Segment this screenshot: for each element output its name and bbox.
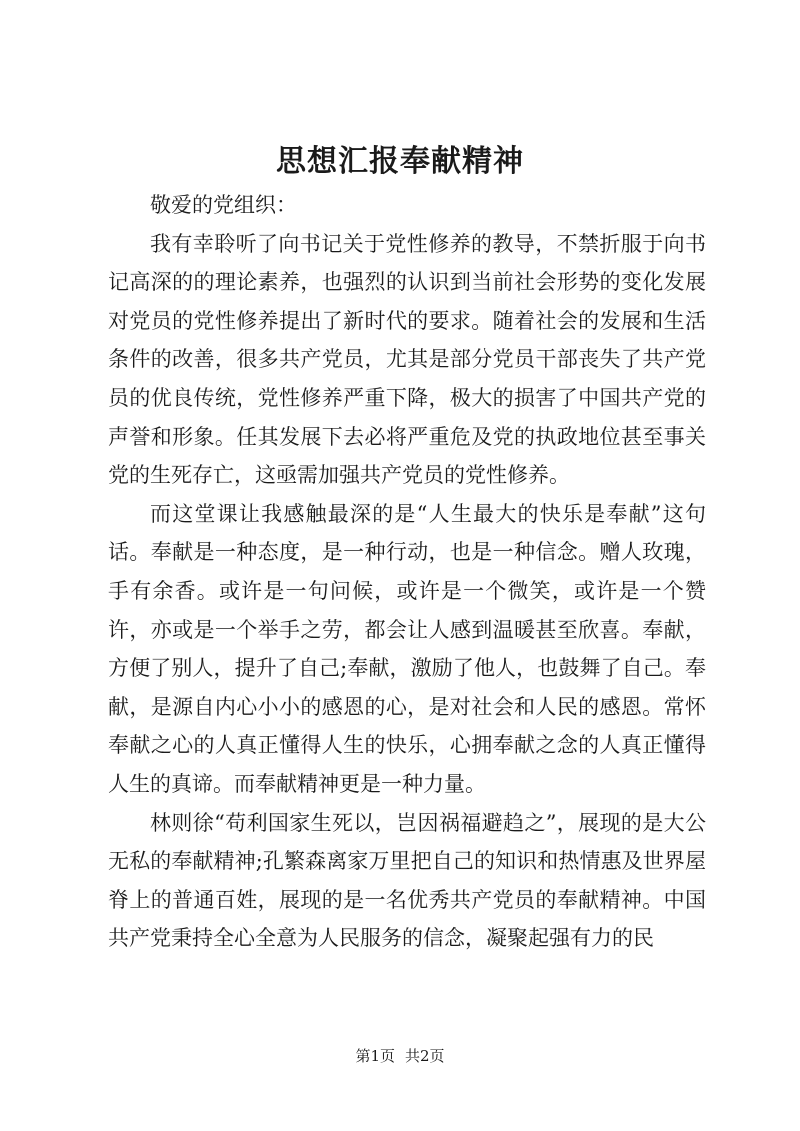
salutation: 敬爱的党组织：	[150, 193, 297, 217]
page-footer	[0, 1046, 800, 1066]
paragraph-1: 我有幸聆听了向书记关于党性修养的教导，不禁折服于向书记高深的的理论素养，也强烈的认识到当前社会形势的变化发展对党员的党性修养提出了新时代的要求。随着社会的发展和生活条件的改善，很多共产党员，尤其是部分党员干部丧失了共产党员的优良传统，党性修养严重下降，极大的损害了中国共产党的声誉和形象。任其发展下去必将严重危及党的执政地位甚至事关党的生死存亡，这亟需加强共产党员的党性修养。	[108, 231, 706, 488]
page-title: 思想汇报奉献精神	[276, 144, 524, 179]
paragraph-3: 林则徐“苟利国家生死以，岂因祸福避趋之”，展现的是大公无私的奉献精神;孔繁森离家万里把自己的知识和热情惠及世界屋脊上的普通百姓，展现的是一名优秀共产党员的奉献精神。中国共产党秉持全心全意为人民服务的信念，凝聚起强有力的民	[108, 810, 706, 951]
page-number-total: 共2页	[405, 1047, 445, 1065]
document-body	[108, 186, 706, 958]
page-number-current: 第1页	[355, 1047, 395, 1065]
paragraph-2: 而这堂课让我感触最深的是“人生最大的快乐是奉献”这句话。奉献是一种态度，是一种行动，也是一种信念。赠人玫瑰，手有余香。或许是一句问候，或许是一个微笑，或许是一个赞许，亦或是一个举手之劳，都会让人感到温暖甚至欣喜。奉献，方便了别人，提升了自己;奉献，激励了他人，也鼓舞了自己。奉献，是源自内心小小的感恩的心，是对社会和人民的感恩。常怀奉献之心的人真正懂得人生的快乐，心拥奉献之念的人真正懂得人生的真谛。而奉献精神更是一种力量。	[108, 501, 706, 796]
